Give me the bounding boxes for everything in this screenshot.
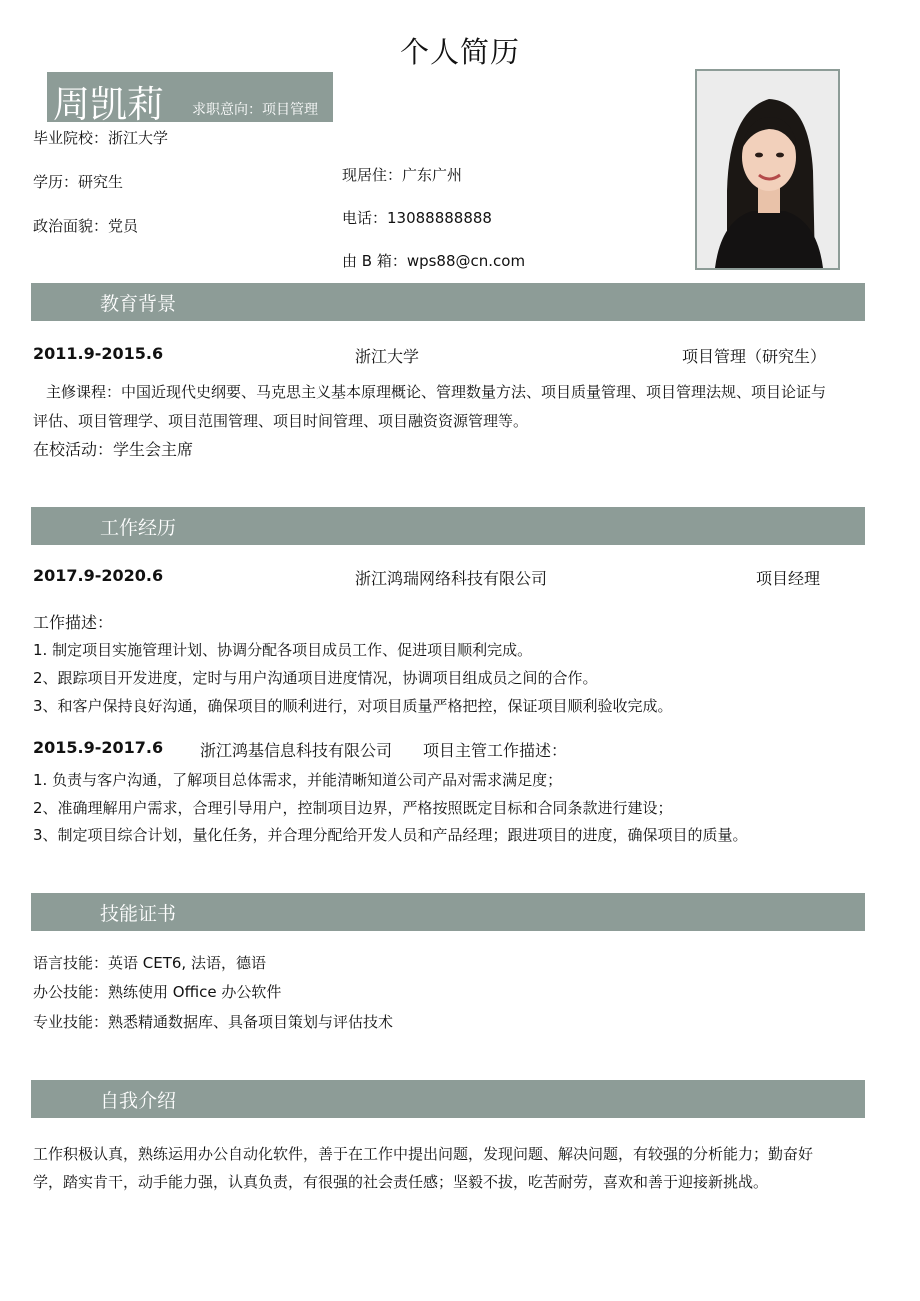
job-1-company: 浙江鸿瑞网络科技有限公司: [355, 569, 548, 588]
portrait-image: [697, 71, 838, 268]
job-2-line-2: 2、准确理解用户需求，合理引导用户，控制项目边界，严格按照既定目标和合同条款进行建设；: [33, 799, 673, 817]
degree-info: 学历：研究生: [33, 173, 124, 191]
email-info: 由 B 箱：wps88@cn.com: [342, 252, 526, 270]
work-section-header: [31, 507, 865, 545]
candidate-name: 周凯莉: [53, 83, 164, 126]
education-major: 项目管理（研究生）: [682, 347, 827, 366]
work-heading: 工作经历: [100, 517, 177, 539]
skills-heading: 技能证书: [100, 903, 177, 925]
professional-skill: 专业技能：熟悉精通数据库、具备项目策划与评估技术: [33, 1013, 394, 1031]
school-info: 毕业院校：浙江大学: [33, 129, 169, 147]
job-1-line-1: 1. 制定项目实施管理计划、协调分配各项目成员工作、促进项目顺利完成。: [33, 641, 533, 659]
courses-line-2: 评估、项目管理学、项目范围管理、项目时间管理、项目融资资源管理等。: [33, 412, 529, 430]
job-intent: 求职意向：项目管理: [192, 102, 318, 118]
job-2-company: 浙江鸿基信息科技有限公司: [200, 741, 393, 760]
courses-line-1: 主修课程：中国近现代史纲要、马克思主义基本原理概论、管理数量方法、项目质量管理、项目管理法规、项目论证与: [46, 383, 827, 401]
profile-photo: [695, 69, 840, 270]
residence-info: 现居住：广东广州: [342, 166, 463, 184]
about-heading: 自我介绍: [100, 1090, 177, 1112]
about-line-2: 学，踏实肯干，动手能力强，认真负责，有很强的社会责任感；坚毅不拔，吃苦耐劳，喜欢和善于迎接新挑战。: [33, 1173, 769, 1191]
education-heading: 教育背景: [100, 293, 177, 315]
school-activities: 在校活动：学生会主席: [33, 440, 194, 459]
about-line-1: 工作积极认真，熟练运用办公自动化软件，善于在工作中提出问题，发现问题、解决问题，有较强的分析能力；勤奋好: [33, 1145, 814, 1163]
education-period: 2011.9-2015.6: [33, 344, 164, 363]
education-section-header: [31, 283, 865, 321]
job-1-line-2: 2、跟踪项目开发进度，定时与用户沟通项目进度情况，协调项目组成员之间的合作。: [33, 669, 598, 687]
page-title: 个人简历: [399, 35, 520, 69]
about-section-header: [31, 1080, 865, 1118]
politics-info: 政治面貌：党员: [33, 217, 139, 235]
education-school: 浙江大学: [355, 347, 420, 366]
name-banner: [47, 72, 333, 126]
job-1-role: 项目经理: [756, 569, 821, 588]
job-2-line-1: 1. 负责与客户沟通，了解项目总体需求，并能清晰知道公司产品对需求满足度；: [33, 771, 563, 789]
job-1-desc-label: 工作描述：: [33, 613, 114, 632]
job-2-line-3: 3、制定项目综合计划，量化任务，并合理分配给开发人员和产品经理；跟进项目的进度，确保项目的质量。: [33, 826, 748, 844]
job-1-period: 2017.9-2020.6: [33, 566, 164, 585]
job-2-role: 项目主管工作描述：: [423, 741, 568, 760]
language-skill: 语言技能：英语 CET6, 法语，德语: [33, 954, 266, 972]
phone-info: 电话：13088888888: [342, 209, 492, 227]
job-1-line-3: 3、和客户保持良好沟通，确保项目的顺利进行，对项目质量严格把控，保证项目顺利验收完成。: [33, 697, 673, 715]
skills-section-header: [31, 893, 865, 931]
office-skill: 办公技能：熟练使用 Office 办公软件: [33, 983, 282, 1001]
job-2-period: 2015.9-2017.6: [33, 738, 164, 757]
